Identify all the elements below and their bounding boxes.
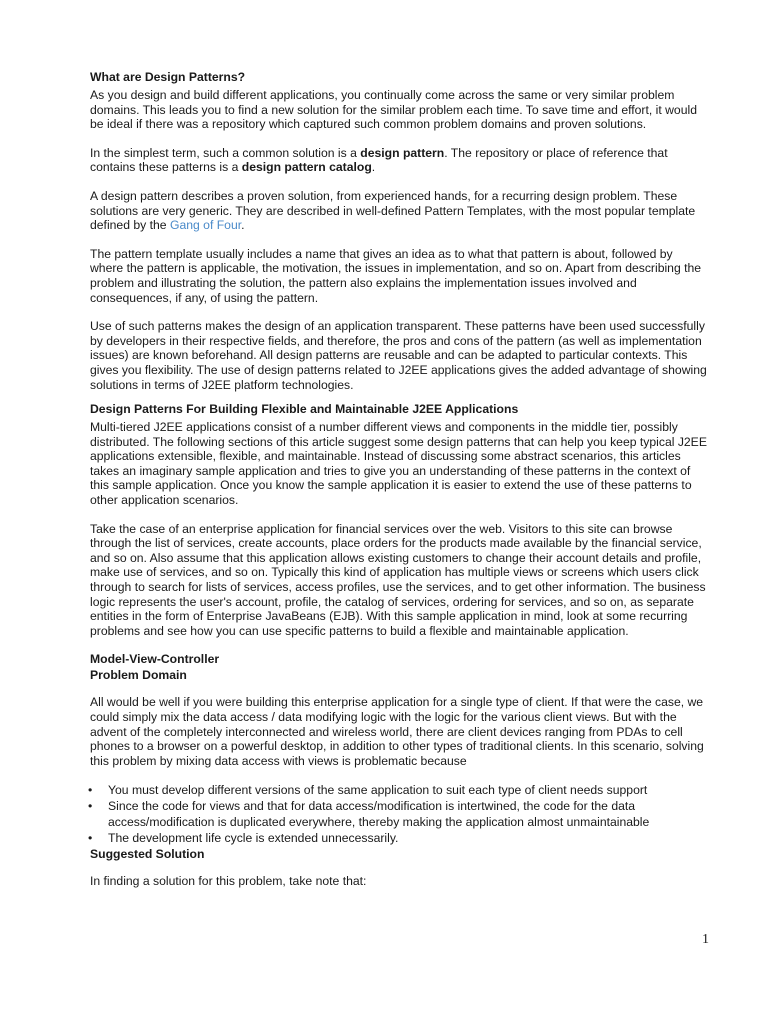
- bold-term-design-pattern: design pattern: [360, 145, 445, 160]
- heading-suggested-solution: Suggested Solution: [90, 847, 205, 862]
- text-span: . The repository or place of reference that contains these patterns is a: [90, 145, 668, 175]
- list-item: [90, 782, 708, 798]
- list-item: [90, 798, 708, 830]
- bullet-icon: •: [88, 831, 93, 846]
- text-span: A design pattern describes a proven solution, from experienced hands, for a recurring design problem. These solutions are very generic. They are described in well-defined Pattern Templates, with the most popular template defined by the: [90, 188, 696, 233]
- gang-of-four-link[interactable]: Gang of Four: [169, 218, 242, 233]
- paragraph-pattern-template: The pattern template usually includes a name that gives an idea as to what that pattern is about, followed by where the pattern is applicable, the motivation, the issues in implementation, and so on. Apart from describing the problem and illustrating the solution, the pattern also explains the implementation issues involved and consequences, if any, of using the pattern.: [90, 246, 702, 305]
- text-span: In the simplest term, such a common solution is a: [90, 145, 361, 160]
- heading-what-are-design-patterns: What are Design Patterns?: [90, 70, 246, 84]
- text-span: .: [371, 160, 376, 175]
- heading-problem-domain: Problem Domain: [90, 668, 187, 683]
- bullet-icon: •: [88, 783, 93, 798]
- paragraph-problem-domain: All would be well if you were building this enterprise application for a single type of client. If that were the case, we could simply mix the data access / data modifying logic with the logic for the various client views. But with the advent of the completely interconnected and wireless world, there are client devices ranging from PDAs to cell phones to a browser on a powerful desktop, in addition to other types of traditional clients. In this scenario, solving this problem by mixing data access with views is problematic because: [90, 695, 704, 768]
- paragraph-enterprise-case: Take the case of an enterprise application for financial services over the web. Visitors to this site can browse through the list of services, create accounts, place orders for the products made available by the financial service, and so on. Also assume that this application allows existing customers to change their account details and profile, make use of services, and so on. Typically this kind of application has multiple views or screens which users click through to search for lists of services, access profiles, use the services, and to get other information. The business logic represents the user's account, profile, the catalog of services, ordering for services, and so on, as separate entities in the form of Enterprise JavaBeans (EJB). With this sample application in mind, look at some recurring problems and see how you can use specific patterns to build a flexible and maintainable application.: [90, 521, 706, 638]
- bullet-icon: •: [88, 799, 93, 814]
- heading-j2ee-patterns: Design Patterns For Building Flexible and Maintainable J2EE Applications: [90, 402, 519, 417]
- page-number: 1: [702, 932, 709, 947]
- bold-term-design-pattern-catalog: design pattern catalog: [241, 160, 372, 175]
- list-item-text: The development life cycle is extended unnecessarily.: [108, 831, 399, 846]
- paragraph-proven-solution: [90, 189, 708, 233]
- document-page: [90, 70, 708, 889]
- paragraph-use-of-patterns: Use of such patterns makes the design of an application transparent. These patterns have been used successfully by developers in their respective fields, and therefore, the pros and cons of the pattern (as well as implementation issues) are known beforehand. All design patterns are reusable and can be adapted to particular contexts. This gives you flexibility. The use of design patterns related to J2EE applications gives the added advantage of showing solutions in terms of J2EE platform technologies.: [90, 319, 707, 392]
- paragraph-finding-solution: In finding a solution for this problem, take note that:: [90, 874, 367, 889]
- bullet-list: [90, 782, 708, 846]
- paragraph-simplest-term: [90, 146, 708, 175]
- list-item-text: Since the code for views and that for data access/modification is intertwined, the code for the data access/modification is duplicated everywhere, thereby making the application almost unmaintainable: [108, 799, 650, 830]
- paragraph-intro: As you design and build different applications, you continually come across the same or very similar problem domains. This leads you to find a new solution for the similar problem each time. To save time and effort, it would be ideal if there was a repository which captured such common problem domains and proven solutions.: [90, 88, 697, 132]
- list-item: [90, 830, 708, 846]
- heading-mvc: Model-View-Controller: [90, 652, 220, 667]
- list-item-text: You must develop different versions of the same application to suit each type of client needs support: [108, 783, 648, 798]
- paragraph-multi-tiered: Multi-tiered J2EE applications consist of a number different views and components in the middle tier, possibly distributed. The following sections of this article suggest some design patterns that can help you keep typical J2EE applications extensible, flexible, and maintainable. Instead of discussing some abstract scenarios, this articles takes an imaginary sample application and tries to give you an understanding of these patterns in the context of this sample application. Once you know the sample application it is easier to extend the use of these patterns to other application scenarios.: [90, 420, 707, 508]
- text-span: .: [241, 218, 245, 233]
